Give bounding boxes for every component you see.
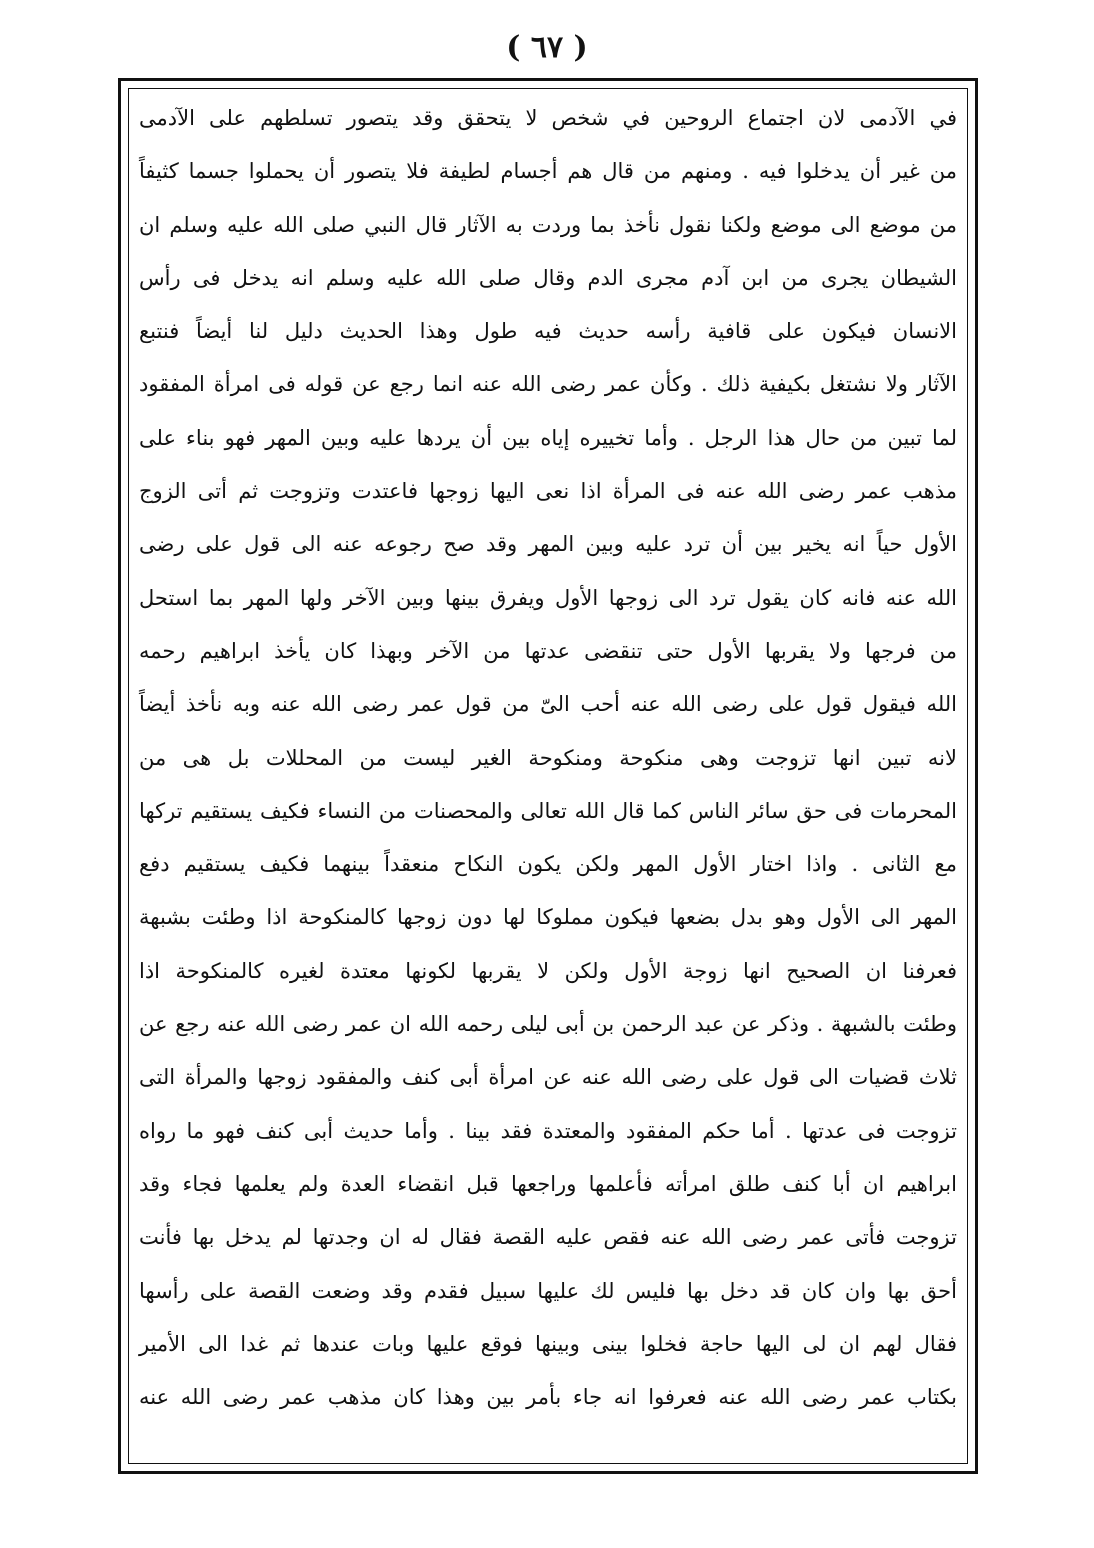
text-line: فقال لهم ان لى اليها حاجة فخلوا بينى وبينها فوقع عليها وبات عندها ثم غدا الى الأمير xyxy=(139,1331,957,1356)
text-line: في الآدمى لان اجتماع الروحين في شخص لا يتحقق وقد يتصور تسلطهم على الآدمى xyxy=(139,106,957,130)
text-line: الله فيقول قول على رضى الله عنه أحب الىّ من قول عمر رضى الله عنه وبه نأخذ أيضاً xyxy=(139,692,957,717)
text-line: فعرفنا ان الصحيح انها زوجة الأول ولكن لا يقربها لكونها معتدة لغيره كالمنكوحة اذا xyxy=(139,958,957,983)
text-line: ابراهيم ان أبا كنف طلق امرأته فأعلمها وراجعها قبل انقضاء العدة ولم يعلمها فجاء وقد xyxy=(139,1171,957,1196)
text-line: الله عنه فانه كان يقول ترد الى زوجها الأول ويفرق بينها وبين الآخر ولها المهر بما استحل xyxy=(139,585,957,610)
text-line: الشيطان يجرى من ابن آدم مجرى الدم وقال صلى الله عليه وسلم انه يدخل فى رأس xyxy=(139,265,957,290)
text-line: وطئت بالشبهة . وذكر عن عبد الرحمن بن أبى ليلى رحمه الله ان عمر رضى الله عنه رجع عن xyxy=(139,1012,957,1037)
text-line: مع الثانى . واذا اختار الأول المهر ولكن يكون النكاح منعقداً بينهما فكيف يستقيم دفع xyxy=(139,852,957,877)
text-line: الأول حياً انه يخير بين أن ترد عليه وبين المهر وقد صح رجوعه عنه الى قول على رضى xyxy=(139,532,957,557)
text-line: المحرمات فى حق سائر الناس كما قال الله تعالى والمحصنات من النساء فكيف يستقيم تركها xyxy=(139,798,957,823)
text-line: من موضع الى موضع ولكنا نقول نأخذ بما وردت به الآثار قال النبي صلى الله عليه وسلم ان xyxy=(139,212,957,237)
text-line: مذهب عمر رضى الله عنه فى المرأة اذا نعى اليها زوجها فاعتدت وتزوجت ثم أتى الزوج xyxy=(139,479,957,504)
text-line: الآثار ولا نشتغل بكيفية ذلك . وكأن عمر رضى الله عنه انما رجع عن قوله فى امرأة المفقود xyxy=(139,372,957,397)
text-line: لما تبين من حال هذا الرجل . وأما تخييره إياه بين أن يردها عليه وبين المهر فهو بناء على xyxy=(139,425,957,450)
page-number: ( ٦٧ ) xyxy=(506,30,588,65)
text-line: المهر الى الأول وهو بدل بضعها فيكون مملوكا لها دون زوجها كالمنكوحة اذا وطئت بشبهة xyxy=(139,905,957,930)
text-line: أحق بها وان كان قد دخل بها فليس لك عليها سبيل فقدم وقد وضعت القصة على رأسها xyxy=(139,1278,957,1303)
text-line: من غير أن يدخلوا فيه . ومنهم من قال هم أجسام لطيفة فلا يتصور أن يحملوا جسما كثيفاً xyxy=(139,159,957,184)
text-line: ثلاث قضيات الى قول على رضى الله عنه عن امرأة أبى كنف والمفقود زوجها والمرأة التى xyxy=(139,1065,957,1090)
text-line: تزوجت فأتى عمر رضى الله عنه فقص عليه القصة فقال له ان وجدتها لم يدخل بها فأنت xyxy=(139,1225,957,1250)
text-line: تزوجت فى عدتها . أما حكم المفقود والمعتدة فقد بينا . وأما حديث أبى كنف فهو ما رواه xyxy=(139,1118,957,1143)
text-line: الانسان فيكون على قافية رأسه حديث فيه طول وهذا الحديث دليل لنا أيضاً فنتبع xyxy=(139,319,957,344)
text-line: لانه تبين انها تزوجت وهى منكوحة ومنكوحة الغير ليست من المحللات بل هى من xyxy=(139,745,957,770)
text-body xyxy=(133,92,963,1460)
text-line: من فرجها ولا يقربها الأول حتى تنقضى عدتها من الآخر وبهذا كان يأخذ ابراهيم رحمه xyxy=(139,638,957,663)
text-line: بكتاب عمر رضى الله عنه فعرفوا انه جاء بأمر بين وهذا كان مذهب عمر رضى الله عنه xyxy=(139,1385,957,1410)
